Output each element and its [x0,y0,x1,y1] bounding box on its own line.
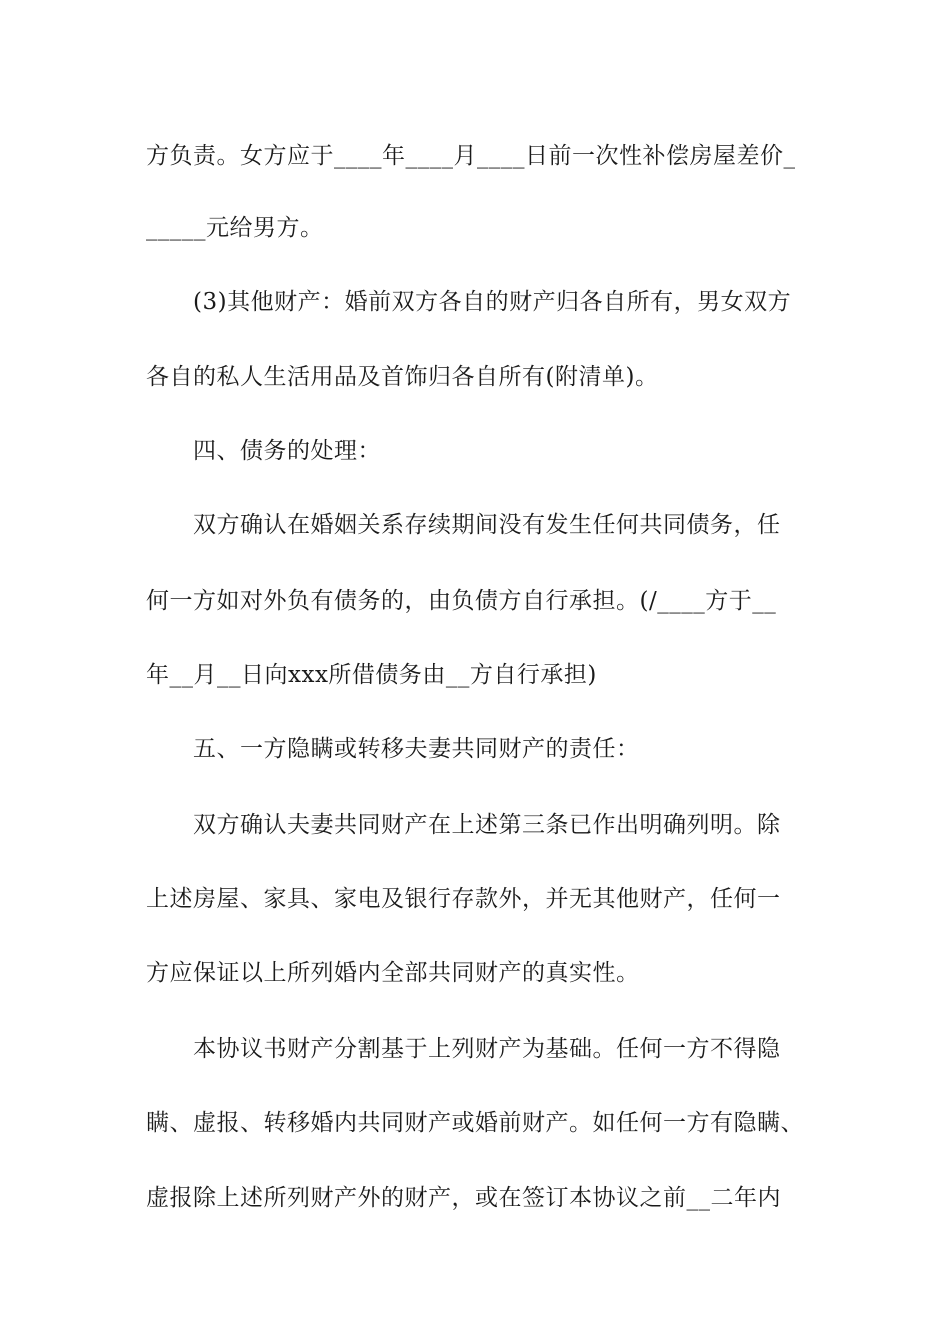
text-line: 双方确认夫妻共同财产在上述第三条已作出明确列明。除 [193,812,781,838]
text-line: 虚报除上述所列财产外的财产，或在签订本协议之前__二年内 [146,1185,781,1211]
text-line: 上述房屋、家具、家电及银行存款外，并无其他财产，任何一 [146,886,781,912]
text-line: 瞒、虚报、转移婚内共同财产或婚前财产。如任何一方有隐瞒、 [146,1110,804,1136]
section-heading: 五、一方隐瞒或转移夫妻共同财产的责任： [193,736,640,762]
text-line: 本协议书财产分割基于上列财产为基础。任何一方不得隐 [193,1036,781,1062]
text-line: _____元给男方。 [146,215,324,241]
text-line: 各自的私人生活用品及首饰归各自所有(附清单)。 [146,364,659,390]
text-line: 方负责。女方应于____年____月____日前一次性补偿房屋差价_ [146,143,796,169]
section-heading: 四、债务的处理： [193,438,381,464]
text-line: (3)其他财产：婚前双方各自的财产归各自所有，男女双方 [193,289,792,315]
text-line: 方应保证以上所列婚内全部共同财产的真实性。 [146,960,640,986]
text-line: 何一方如对外负有债务的，由负债方自行承担。(/____方于__ [146,588,777,614]
text-line: 双方确认在婚姻关系存续期间没有发生任何共同债务，任 [193,512,781,538]
text-line: 年__月__日向xxx所借债务由__方自行承担) [146,662,597,688]
